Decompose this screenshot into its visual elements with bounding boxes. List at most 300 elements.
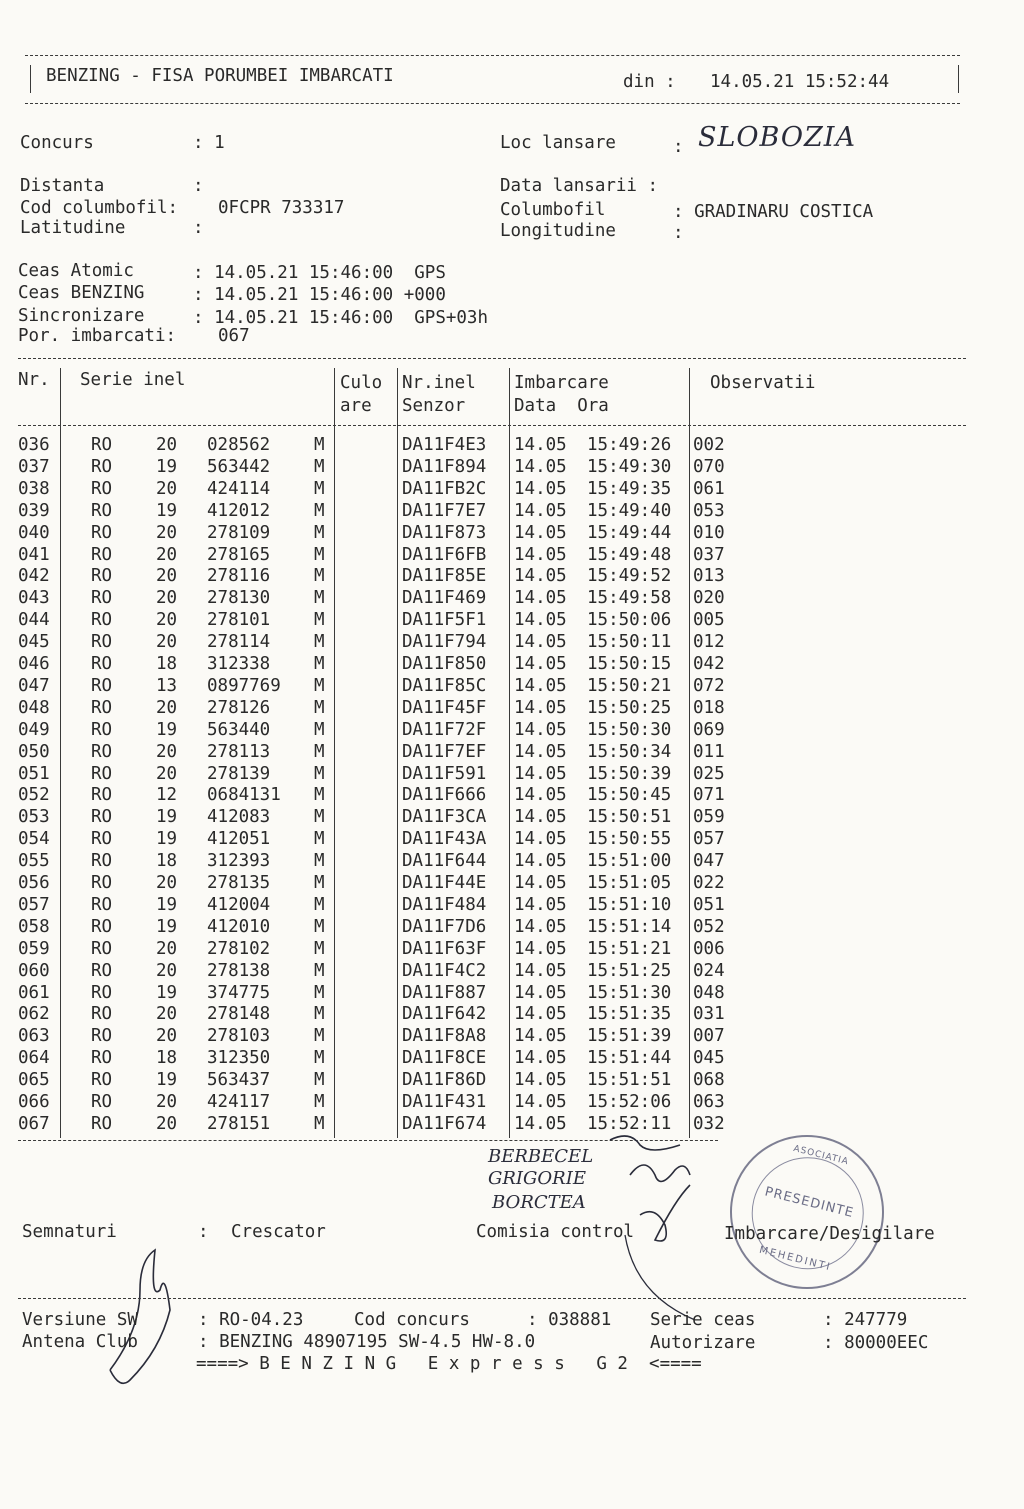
cell-obs: 057 (693, 829, 725, 850)
cell-year: 20 (156, 1092, 178, 1112)
cell-obs: 045 (693, 1048, 725, 1069)
cell-ring: 278165 (207, 544, 271, 565)
cell-ring: 312338 (207, 654, 271, 674)
cell-nr: 058 (18, 916, 50, 937)
imbarcare-desigilare-label: Imbarcare/Desigilare (724, 1224, 935, 1244)
loc-lansare-value: SLOBOZIA (698, 122, 856, 153)
cell-sensor: DA11F850 (402, 654, 487, 674)
cell-date: 14.05 (514, 456, 567, 477)
cell-year: 20 (156, 741, 178, 762)
cell-nr: 056 (18, 873, 50, 893)
cell-sensor: DA11F85E (402, 566, 487, 587)
cell-country: RO (91, 1048, 113, 1069)
cell-time: 15:51:14 (587, 916, 672, 937)
cell-year: 20 (156, 1026, 178, 1047)
cell-country: RO (91, 894, 113, 915)
cell-date: 14.05 (514, 916, 567, 937)
date-label: din : (623, 72, 676, 92)
cell-sex: M (314, 544, 325, 565)
cell-sex: M (314, 610, 325, 631)
distanta-label: Distanta (20, 176, 105, 196)
cell-obs: 018 (693, 697, 725, 718)
cell-obs: 013 (693, 566, 725, 587)
cell-year: 20 (156, 566, 178, 587)
cell-year: 19 (156, 719, 178, 740)
cell-year: 20 (156, 1113, 178, 1134)
cell-year: 20 (156, 588, 178, 609)
sincronizare-value: : 14.05.21 15:46:00 GPS+03h (193, 308, 489, 328)
cell-year: 20 (156, 544, 178, 565)
cell-sex: M (314, 829, 325, 850)
cell-obs: 048 (693, 982, 725, 1003)
cell-year: 19 (156, 894, 178, 915)
cell-time: 15:52:11 (587, 1113, 672, 1134)
cell-nr: 062 (18, 1004, 50, 1025)
cell-nr: 041 (18, 544, 50, 565)
cell-nr: 063 (18, 1026, 50, 1047)
cell-ring: 374775 (207, 982, 271, 1003)
cell-obs: 007 (693, 1026, 725, 1047)
cell-obs: 020 (693, 588, 725, 609)
columbofil-value: : GRADINARU COSTICA (673, 202, 874, 222)
cell-nr: 055 (18, 851, 50, 872)
columbofil-label: Columbofil (500, 200, 606, 220)
cell-date: 14.05 (514, 1113, 567, 1134)
cell-year: 18 (156, 1048, 178, 1069)
cell-obs: 070 (693, 456, 725, 477)
cell-obs: 071 (693, 785, 725, 806)
cell-ring: 278151 (207, 1113, 271, 1134)
cell-year: 20 (156, 960, 178, 981)
cell-country: RO (91, 1070, 113, 1091)
cell-time: 15:51:51 (587, 1070, 672, 1091)
cell-obs: 042 (693, 654, 725, 674)
cell-time: 15:49:48 (587, 544, 672, 565)
cell-sensor: DA11F72F (402, 719, 487, 740)
cell-date: 14.05 (514, 1026, 567, 1047)
cell-time: 15:50:21 (587, 675, 672, 696)
cell-year: 18 (156, 851, 178, 872)
cell-time: 15:51:39 (587, 1026, 672, 1047)
cell-sensor: DA11F484 (402, 894, 487, 915)
header-culoare-1: Culo (340, 373, 383, 393)
serie-ceas-value: : 247779 (823, 1310, 908, 1330)
cell-country: RO (91, 588, 113, 609)
cod-concurs-value: : 038881 (527, 1310, 612, 1330)
cell-country: RO (91, 916, 113, 937)
signature-scribble-4 (625, 1235, 695, 1320)
cell-country: RO (91, 544, 113, 565)
loc-lansare-label: Loc lansare (500, 133, 616, 153)
cell-time: 15:50:06 (587, 610, 672, 631)
cell-obs: 010 (693, 522, 725, 543)
cell-year: 13 (156, 675, 178, 696)
cell-year: 20 (156, 632, 178, 653)
antena-club-label: Antena Club (22, 1332, 138, 1352)
cell-nr: 042 (18, 566, 50, 587)
cell-nr: 040 (18, 522, 50, 543)
cell-sensor: DA11F6FB (402, 544, 487, 565)
signature-scribble-1 (610, 1136, 680, 1150)
cod-concurs-label: Cod concurs (354, 1310, 470, 1330)
versiune-sw-label: Versiune SW (22, 1310, 138, 1330)
cell-sex: M (314, 478, 325, 499)
cell-sex: M (314, 873, 325, 893)
cell-ring: 412004 (207, 894, 271, 915)
cell-date: 14.05 (514, 763, 567, 784)
cell-country: RO (91, 1113, 113, 1134)
cell-ring: 278102 (207, 938, 271, 959)
cell-ring: 278113 (207, 741, 271, 762)
cell-nr: 064 (18, 1048, 50, 1069)
ceas-atomic-label: Ceas Atomic (18, 261, 134, 281)
cell-country: RO (91, 873, 113, 893)
cell-ring: 278139 (207, 763, 271, 784)
cell-obs: 032 (693, 1113, 725, 1134)
cell-time: 15:50:45 (587, 785, 672, 806)
cell-sex: M (314, 697, 325, 718)
cell-time: 15:51:21 (587, 938, 672, 959)
cell-year: 20 (156, 1004, 178, 1025)
cell-date: 14.05 (514, 478, 567, 499)
cell-sensor: DA11F469 (402, 588, 487, 609)
cell-date: 14.05 (514, 851, 567, 872)
cell-country: RO (91, 632, 113, 653)
cell-nr: 067 (18, 1113, 50, 1134)
cell-date: 14.05 (514, 654, 567, 674)
cell-sensor: DA11F7D6 (402, 916, 487, 937)
cell-nr: 038 (18, 478, 50, 499)
cell-sex: M (314, 960, 325, 981)
cell-time: 15:49:44 (587, 522, 672, 543)
cell-ring: 278116 (207, 566, 271, 587)
cell-obs: 006 (693, 938, 725, 959)
cell-country: RO (91, 435, 113, 455)
cell-sex: M (314, 1113, 325, 1134)
header-observatii: Observatii (710, 373, 816, 393)
cell-nr: 057 (18, 894, 50, 915)
cell-country: RO (91, 566, 113, 587)
cell-ring: 278148 (207, 1004, 271, 1025)
cell-country: RO (91, 763, 113, 784)
cell-country: RO (91, 456, 113, 477)
stamp-text-bottom: MEHEDINTI (758, 1244, 833, 1274)
cell-sex: M (314, 588, 325, 609)
concurs-label: Concurs (20, 133, 94, 153)
loc-lansare-colon: : (673, 137, 684, 157)
handwritten-name-1: BERBECEL (488, 1146, 594, 1167)
cell-date: 14.05 (514, 719, 567, 740)
cell-sex: M (314, 916, 325, 937)
cell-year: 19 (156, 500, 178, 521)
cell-country: RO (91, 654, 113, 674)
cell-nr: 047 (18, 675, 50, 696)
cell-time: 15:51:25 (587, 960, 672, 981)
cell-sensor: DA11F644 (402, 851, 487, 872)
cell-sex: M (314, 938, 325, 959)
cell-sex: M (314, 632, 325, 653)
cell-time: 15:50:30 (587, 719, 672, 740)
cell-nr: 043 (18, 588, 50, 609)
cell-sex: M (314, 435, 325, 455)
cell-nr: 039 (18, 500, 50, 521)
cell-year: 19 (156, 456, 178, 477)
cell-sensor: DA11F44E (402, 873, 487, 893)
cell-country: RO (91, 1004, 113, 1025)
header-imbarcare: Imbarcare (514, 373, 609, 393)
cell-country: RO (91, 1092, 113, 1112)
cell-obs: 051 (693, 894, 725, 915)
cell-time: 15:51:10 (587, 894, 672, 915)
cell-date: 14.05 (514, 435, 567, 455)
cell-sensor: DA11F45F (402, 697, 487, 718)
handwritten-name-2: GRIGORIE (488, 1168, 586, 1189)
cell-ring: 278138 (207, 960, 271, 981)
cell-sensor: DA11F873 (402, 522, 487, 543)
benzing-banner: ====> B E N Z I N G E x p r e s s G 2 <==== (196, 1354, 702, 1374)
cell-time: 15:50:15 (587, 654, 672, 674)
cell-year: 19 (156, 829, 178, 850)
cell-ring: 0897769 (207, 675, 281, 696)
cell-obs: 072 (693, 675, 725, 696)
cell-sensor: DA11F894 (402, 456, 487, 477)
cell-time: 15:49:26 (587, 435, 672, 455)
cell-date: 14.05 (514, 632, 567, 653)
comisia-control-label: Comisia control (476, 1222, 635, 1242)
header-nr: Nr. (18, 370, 50, 390)
cell-time: 15:50:55 (587, 829, 672, 850)
autorizare-label: Autorizare (650, 1333, 756, 1353)
cell-obs: 053 (693, 500, 725, 521)
cell-sensor: DA11F591 (402, 763, 487, 784)
serie-ceas-label: Serie ceas (650, 1310, 756, 1330)
cell-time: 15:51:05 (587, 873, 672, 893)
latitudine-label: Latitudine (20, 218, 126, 238)
cell-ring: 0684131 (207, 785, 281, 806)
cell-nr: 049 (18, 719, 50, 740)
cell-sensor: DA11F8CE (402, 1048, 487, 1069)
cell-year: 20 (156, 522, 178, 543)
cell-date: 14.05 (514, 807, 567, 828)
cell-nr: 045 (18, 632, 50, 653)
cell-country: RO (91, 1026, 113, 1047)
cell-year: 19 (156, 982, 178, 1003)
cell-time: 15:49:58 (587, 588, 672, 609)
header-serie-inel: Serie inel (80, 370, 186, 390)
cell-nr: 051 (18, 763, 50, 784)
cell-time: 15:50:39 (587, 763, 672, 784)
cell-time: 15:51:35 (587, 1004, 672, 1025)
cell-country: RO (91, 851, 113, 872)
cell-sex: M (314, 982, 325, 1003)
cell-sex: M (314, 785, 325, 806)
cell-time: 15:51:00 (587, 851, 672, 872)
cell-nr: 065 (18, 1070, 50, 1091)
cell-ring: 412010 (207, 916, 271, 937)
cell-time: 15:49:52 (587, 566, 672, 587)
cell-ring: 412012 (207, 500, 271, 521)
cell-time: 15:52:06 (587, 1092, 672, 1112)
cell-date: 14.05 (514, 982, 567, 1003)
cell-date: 14.05 (514, 675, 567, 696)
cell-ring: 278101 (207, 610, 271, 631)
cell-date: 14.05 (514, 566, 567, 587)
cell-sensor: DA11F4E3 (402, 435, 487, 455)
cell-nr: 036 (18, 435, 50, 455)
cell-sex: M (314, 654, 325, 674)
cell-time: 15:51:30 (587, 982, 672, 1003)
stamp-text-top: ASOCIATIA (792, 1144, 850, 1168)
cell-country: RO (91, 478, 113, 499)
sincronizare-label: Sincronizare (18, 306, 145, 326)
cell-date: 14.05 (514, 829, 567, 850)
cell-nr: 060 (18, 960, 50, 981)
cell-country: RO (91, 960, 113, 981)
cell-country: RO (91, 697, 113, 718)
cell-date: 14.05 (514, 1092, 567, 1112)
cell-sensor: DA11F7E7 (402, 500, 487, 521)
longitudine-label: Longitudine (500, 221, 616, 241)
ceas-atomic-value: : 14.05.21 15:46:00 GPS (193, 263, 446, 283)
cell-sex: M (314, 500, 325, 521)
cell-sensor: DA11F642 (402, 1004, 487, 1025)
cell-sex: M (314, 894, 325, 915)
cell-sex: M (314, 763, 325, 784)
cell-date: 14.05 (514, 785, 567, 806)
cell-ring: 412051 (207, 829, 271, 850)
cell-time: 15:50:25 (587, 697, 672, 718)
cell-obs: 031 (693, 1004, 725, 1025)
cell-obs: 022 (693, 873, 725, 893)
cell-sex: M (314, 456, 325, 477)
cell-country: RO (91, 500, 113, 521)
cod-columbofil-value: 0FCPR 733317 (218, 198, 345, 218)
antena-club-value: : BENZING 48907195 SW-4.5 HW-8.0 (198, 1332, 536, 1352)
cell-sex: M (314, 851, 325, 872)
cell-ring: 412083 (207, 807, 271, 828)
cell-nr: 061 (18, 982, 50, 1003)
cell-date: 14.05 (514, 873, 567, 893)
cell-sensor: DA11FB2C (402, 478, 487, 499)
cell-nr: 053 (18, 807, 50, 828)
cell-year: 20 (156, 873, 178, 893)
cell-sex: M (314, 1026, 325, 1047)
cell-ring: 424114 (207, 478, 271, 499)
cell-ring: 278126 (207, 697, 271, 718)
signature-scribble-3 (640, 1185, 690, 1241)
cell-sex: M (314, 741, 325, 762)
cell-year: 20 (156, 763, 178, 784)
cell-ring: 278114 (207, 632, 271, 653)
cell-date: 14.05 (514, 1004, 567, 1025)
cell-obs: 024 (693, 960, 725, 981)
cell-year: 12 (156, 785, 178, 806)
cell-ring: 563437 (207, 1070, 271, 1091)
cell-ring: 278109 (207, 522, 271, 543)
porumbei-imbarcati-label: Por. imbarcati: (18, 326, 177, 346)
cell-obs: 068 (693, 1070, 725, 1091)
cell-year: 19 (156, 1070, 178, 1091)
cell-obs: 061 (693, 478, 725, 499)
cell-date: 14.05 (514, 960, 567, 981)
cell-date: 14.05 (514, 610, 567, 631)
cell-time: 15:50:51 (587, 807, 672, 828)
latitudine-value: : (193, 218, 204, 238)
header-data-ora: Data Ora (514, 396, 609, 416)
cell-sensor: DA11F666 (402, 785, 487, 806)
cell-obs: 069 (693, 719, 725, 740)
cell-nr: 054 (18, 829, 50, 850)
cell-obs: 052 (693, 916, 725, 937)
cell-time: 15:50:11 (587, 632, 672, 653)
cell-time: 15:49:30 (587, 456, 672, 477)
cell-sensor: DA11F794 (402, 632, 487, 653)
cell-nr: 044 (18, 610, 50, 631)
cell-sensor: DA11F86D (402, 1070, 487, 1091)
cell-sensor: DA11F5F1 (402, 610, 487, 631)
cell-time: 15:50:34 (587, 741, 672, 762)
cell-sensor: DA11F85C (402, 675, 487, 696)
distanta-value: : (193, 176, 204, 196)
cell-ring: 312393 (207, 851, 271, 872)
cell-date: 14.05 (514, 1070, 567, 1091)
cell-sensor: DA11F3CA (402, 807, 487, 828)
concurs-value: : 1 (193, 133, 225, 153)
cell-nr: 052 (18, 785, 50, 806)
cell-date: 14.05 (514, 894, 567, 915)
autorizare-value: : 80000EEC (823, 1333, 929, 1353)
cell-sex: M (314, 675, 325, 696)
cell-obs: 002 (693, 435, 725, 455)
cell-obs: 059 (693, 807, 725, 828)
cell-date: 14.05 (514, 741, 567, 762)
cell-date: 14.05 (514, 697, 567, 718)
cell-date: 14.05 (514, 938, 567, 959)
cell-sensor: DA11F674 (402, 1113, 487, 1134)
longitudine-value: : (673, 223, 684, 243)
header-nr-inel: Nr.inel (402, 373, 476, 393)
date-value: 14.05.21 15:52:44 (710, 72, 890, 92)
versiune-sw-value: : RO-04.23 (198, 1310, 304, 1330)
cell-nr: 048 (18, 697, 50, 718)
cell-year: 20 (156, 610, 178, 631)
cell-ring: 563442 (207, 456, 271, 477)
cell-ring: 563440 (207, 719, 271, 740)
cell-country: RO (91, 829, 113, 850)
cell-country: RO (91, 938, 113, 959)
cell-obs: 037 (693, 544, 725, 565)
cell-country: RO (91, 807, 113, 828)
document-title: BENZING - FISA PORUMBEI IMBARCATI (46, 66, 394, 86)
cell-year: 20 (156, 478, 178, 499)
cell-obs: 012 (693, 632, 725, 653)
cell-year: 18 (156, 654, 178, 674)
ceas-benzing-value: : 14.05.21 15:46:00 +000 (193, 285, 446, 305)
cell-ring: 028562 (207, 435, 271, 455)
handwritten-name-3: BORCTEA (492, 1192, 586, 1213)
cell-sex: M (314, 807, 325, 828)
cell-sensor: DA11F43A (402, 829, 487, 850)
data-lansarii-label: Data lansarii : (500, 176, 659, 196)
cell-sex: M (314, 1092, 325, 1112)
ceas-benzing-label: Ceas BENZING (18, 283, 145, 303)
cell-nr: 037 (18, 456, 50, 477)
porumbei-imbarcati-value: 067 (218, 326, 250, 346)
cell-sex: M (314, 719, 325, 740)
cell-sex: M (314, 522, 325, 543)
cell-date: 14.05 (514, 522, 567, 543)
cell-country: RO (91, 719, 113, 740)
